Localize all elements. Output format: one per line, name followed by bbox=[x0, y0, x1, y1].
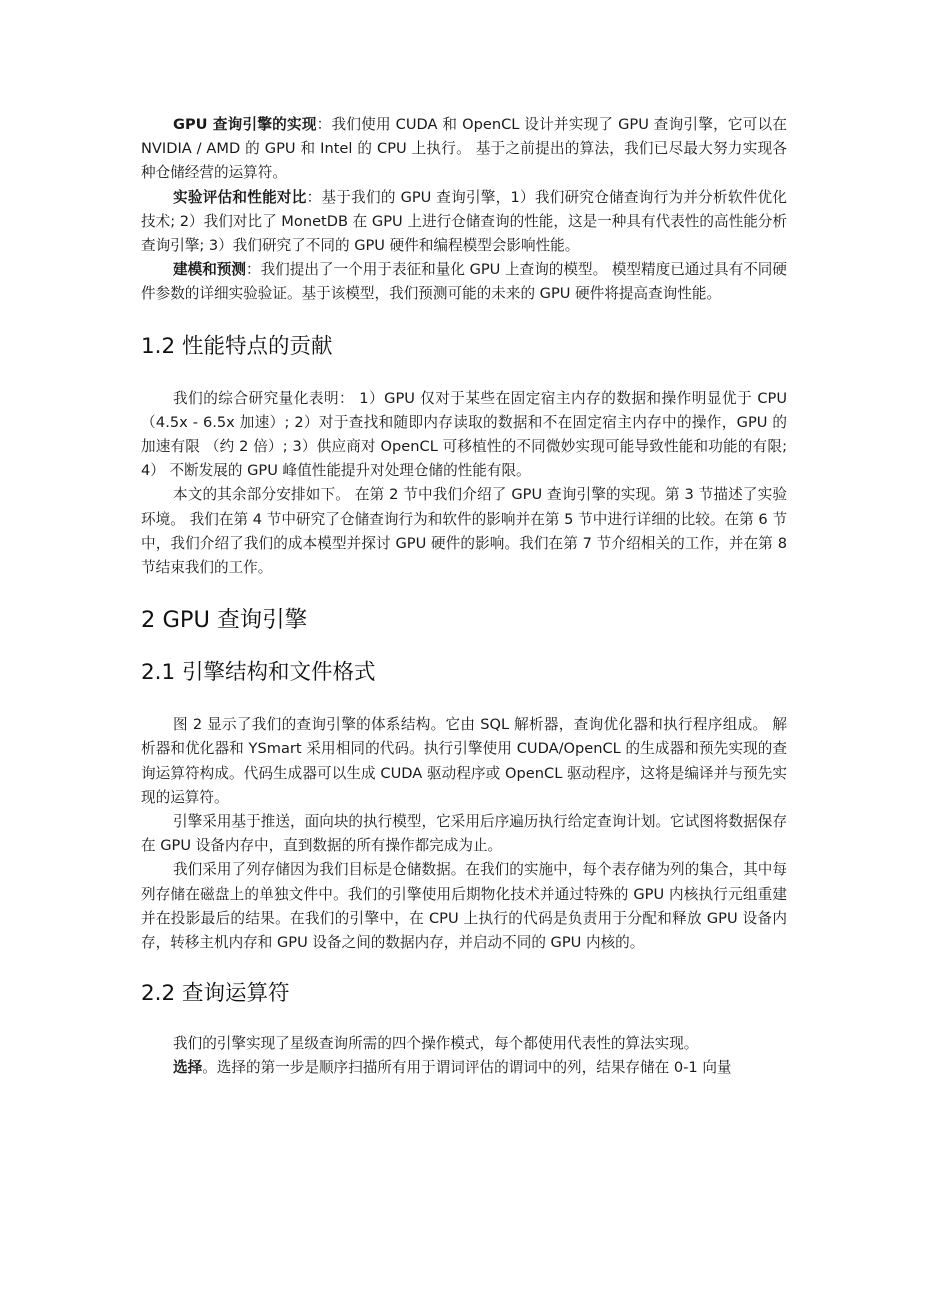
paragraph-text: 。选择的第一步是顺序扫描所有用于谓词评估的谓词中的列，结果存储在 0-1 向量 bbox=[202, 1059, 732, 1077]
paragraph-gpu-engine-impl bbox=[141, 113, 787, 186]
paragraph-findings: 我们的综合研究量化表明： 1）GPU 仅对于某些在固定宿主内存的数据和操作明显优于 CPU（4.5x - 6.5x 加速）; 2）对于查找和随即内存读取的数据和不在固定宿主内存中的操作，GPU 的加速有限 （约 2 倍）; 3）供应商对 OpenCL 可移植性的不同微妙实现可能导致性能和功能的有限; 4） 不断发展的 GPU 峰值性能提升对处理仓储的性能有限。 bbox=[141, 389, 787, 480]
paragraph-column-store: 我们采用了列存储因为我们目标是仓储数据。在我们的实施中，每个表存储为列的集合，其中每列存储在磁盘上的单独文件中。我们的引擎使用后期物化技术并通过特殊的 GPU 内核执行元组重建并在投影最后的结果。在我们的引擎中，在 CPU 上执行的代码是负责用于分配和释放 GPU 设备内存，转移主机内存和 GPU 设备之间的数据内存，并启动不同的 GPU 内核的。 bbox=[141, 861, 787, 952]
section-heading-2-1: 2.1 引擎结构和文件格式 bbox=[141, 660, 376, 686]
paragraph-text: ：基于我们的 GPU 查询引擎，1）我们研究仓储查询行为并分析软件优化技术; 2）我们对比了 MonetDB 在 GPU 上进行仓储查询的性能，这是一种具有代表性的高性能分析查询引擎; 3）我们研究了不同的 GPU 硬件和编程模型会影响性能。 bbox=[141, 188, 787, 255]
term-gpu-engine-impl: GPU 查询引擎的实现 bbox=[173, 116, 317, 133]
paragraph-text: ：我们使用 CUDA 和 OpenCL 设计并实现了 GPU 查询引擎，它可以在 NVIDIA / AMD 的 GPU 和 Intel 的 CPU 上执行。 基于之前提出的算法，我们已尽最大努力实现各种仓储经营的运算符。 bbox=[141, 116, 788, 182]
paragraph-execution-model: 引擎采用基于推送，面向块的执行模型，它采用后序遍历执行给定查询计划。它试图将数据保存在 GPU 设备内存中，直到数据的所有操作都完成为止。 bbox=[141, 813, 787, 855]
paragraph-operators: 我们的引擎实现了星级查询所需的四个操作模式，每个都使用代表性的算法实现。 bbox=[173, 1035, 699, 1053]
paragraph-architecture: 图 2 显示了我们的查询引擎的体系结构。它由 SQL 解析器，查询优化器和执行程序组成。 解析器和优化器和 YSmart 采用相同的代码。执行引擎使用 CUDA/OpenCL 的生成器和预先实现的查询运算符构成。代码生成器可以生成 CUDA 驱动程序或 OpenCL 驱动程序，这将是编译并与预先实现的运算符。 bbox=[141, 716, 787, 806]
term-selection: 选择 bbox=[173, 1059, 203, 1077]
term-modeling: 建模和预测 bbox=[173, 261, 246, 279]
document-page bbox=[141, 113, 787, 1081]
paragraph-selection bbox=[141, 1056, 787, 1080]
paragraph-modeling bbox=[141, 258, 787, 306]
paragraph-evaluation bbox=[141, 186, 787, 259]
paragraph-text: ：我们提出了一个用于表征和量化 GPU 上查询的模型。 模型精度已通过具有不同硬件参数的详细实验验证。基于该模型，我们预测可能的未来的 GPU 硬件将提高查询性能。 bbox=[141, 261, 787, 303]
term-evaluation: 实验评估和性能对比 bbox=[173, 188, 307, 206]
section-heading-2-2: 2.2 查询运算符 bbox=[141, 981, 290, 1007]
section-heading-2: 2 GPU 查询引擎 bbox=[141, 607, 308, 634]
paragraph-outline: 本文的其余部分安排如下。 在第 2 节中我们介绍了 GPU 查询引擎的实现。第 3 节描述了实验环境。 我们在第 4 节中研究了仓储查询行为和软件的影响并在第 5 节中进行详细的比较。在第 6 节中，我们介绍了我们的成本模型并探讨 GPU 硬件的影响。我们在第 7 节介绍相关的工作，并在第 8 节结束我们的工作。 bbox=[141, 486, 787, 577]
section-heading-1-2: 1.2 性能特点的贡献 bbox=[141, 333, 333, 359]
